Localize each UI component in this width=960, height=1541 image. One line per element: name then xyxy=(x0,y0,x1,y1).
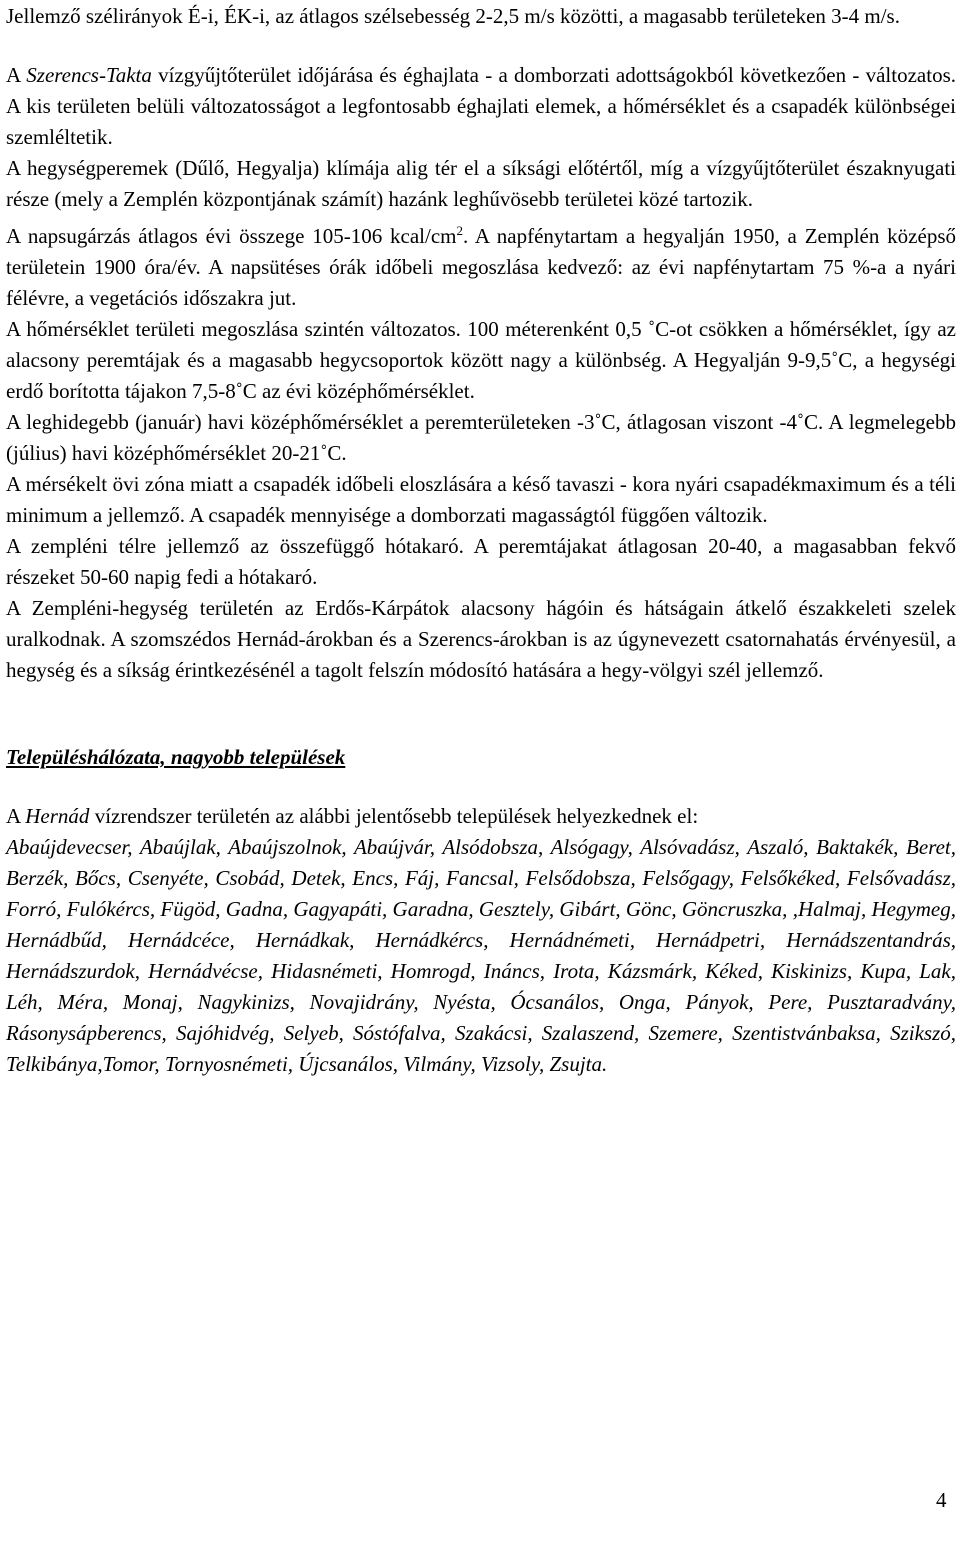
catchment-name: Szerencs-Takta xyxy=(26,63,152,87)
settlements-list: Abaújdevecser, Abaújlak, Abaújszolnok, Abaújvár, Alsódobsza, Alsógagy, Alsóvadász, Aszaló, Baktakék, Beret, Berzék, Bőcs, Csenyéte, Csobád, Detek, Encs, Fáj, Fancsal, Felsődobsza, Felsőgagy, Felsőkéked, Felsővadász, Forró, Fulókércs, Fügöd, Gadna, Gagyapáti, Garadna, Gesztely, Gibárt, Gönc, Göncruszka, ,Halmaj, Hegymeg, Hernádbűd, Hernádcéce, Hernádkak, Hernádkércs, Hernádnémeti, Hernádpetri, Hernádszentandrás, Hernádszurdok, Hernádvécse, Hidasnémeti, Homrogd, Ináncs, Irota, Kázsmárk, Kéked, Kiskinizs, Kupa, Lak, Léh, Méra, Monaj, Nagykinizs, Novajidrány, Nyésta, Ócsanálos, Onga, Pányok, Pere, Pusztaradvány, Rásonysápberencs, Sajóhidvég, Selyeb, Sóstófalva, Szakácsi, Szalaszend, Szemere, Szentistvánbaksa, Szikszó, Telkibánya,Tomor, Tornyosnémeti, Újcsanálos, Vilmány, Vizsoly, Zsujta. xyxy=(6,835,956,1076)
paragraph-mountain-climate: A hegységperemek (Dűlő, Hegyalja) klímája alig tér el a síksági előtértől, míg a vízgyűjtőterület északnyugati része (mely a Zemplén központjának számít) hazánk leghűvösebb területei közé tartozik. xyxy=(6,156,956,211)
paragraph-temperature: A hőmérséklet területi megoszlása szintén változatos. 100 méterenként 0,5 ˚C-ot csökken a hőmérséklet, így az alacsony peremtájak és a magasabb hegycsoportok között nagy a különbség. A Hegyalján 9-9,5˚C, a hegységi erdő borította tájakon 7,5-8˚C az évi középhőmérséklet. xyxy=(6,317,956,403)
paragraph-climate-intro-a: A xyxy=(6,63,27,87)
paragraph-precipitation: A mérsékelt övi zóna miatt a csapadék időbeli eloszlására a késő tavaszi - kora nyári csapadékmaximum és a téli minimum a jellemző. A csapadék mennyisége a domborzati magasságtól függően változik. xyxy=(6,472,956,527)
settlements-intro-a: A xyxy=(6,804,26,828)
paragraph-wind: Jellemző szélirányok É-i, ÉK-i, az átlagos szélsebesség 2-2,5 m/s közötti, a magasabb területeken 3-4 m/s. xyxy=(6,4,900,28)
settlements-intro-c: vízrendszer területén az alábbi jelentősebb települések helyezkednek el: xyxy=(89,804,699,828)
radiation-superscript: 2 xyxy=(456,223,464,238)
river-name: Hernád xyxy=(25,804,90,828)
settlements-intro xyxy=(6,801,956,832)
paragraph-winds: A Zempléni-hegység területén az Erdős-Kárpátok alacsony hágóin és hátságain átkelő északkeleti szelek uralkodnak. A szomszédos Hernád-árokban és a Szerencs-árokban is az úgynevezett csatornahatás érvényesül, a hegység és a síkság érintkezésénél a tagolt felszín módosító hatására a hegy-völgyi szél jellemző. xyxy=(6,596,956,682)
section-heading: Településhálózata, nagyobb települések xyxy=(6,745,346,769)
paragraph-snow: A zempléni télre jellemző az összefüggő hótakaró. A peremtájakat átlagosan 20-40, a magasabban fekvő részeket 50-60 napig fedi a hótakaró. xyxy=(6,534,956,589)
paragraph-climate-intro-c: vízgyűjtőterület időjárása és éghajlata - a domborzati adottságokból következően - változatos. A kis területen belüli változatosságot a legfontosabb éghajlati elemek, a hőmérséklet és a csapadék különbségei szemléltetik. xyxy=(6,63,956,149)
paragraph-radiation xyxy=(6,215,956,314)
document-page xyxy=(6,0,956,1080)
radiation-text-b: . A napfénytartam a hegyalján 1950, a Zemplén középső területein 1900 óra/év. A napsütéses órák időbeli megoszlása kedvező: az évi napfénytartam 75 %-a a nyári félévre, a vegetációs időszakra jut. xyxy=(6,224,956,310)
radiation-text-a: A napsugárzás átlagos évi összege 105-106 kcal/cm xyxy=(6,224,457,248)
paragraph-climate-intro xyxy=(6,60,956,153)
paragraph-monthly-temperature: A leghidegebb (január) havi középhőmérséklet a peremterületeken -3˚C, átlagosan viszont -4˚C. A legmelegebb (július) havi középhőmérséklet 20-21˚C. xyxy=(6,410,956,465)
page-number: 4 xyxy=(936,1488,947,1512)
